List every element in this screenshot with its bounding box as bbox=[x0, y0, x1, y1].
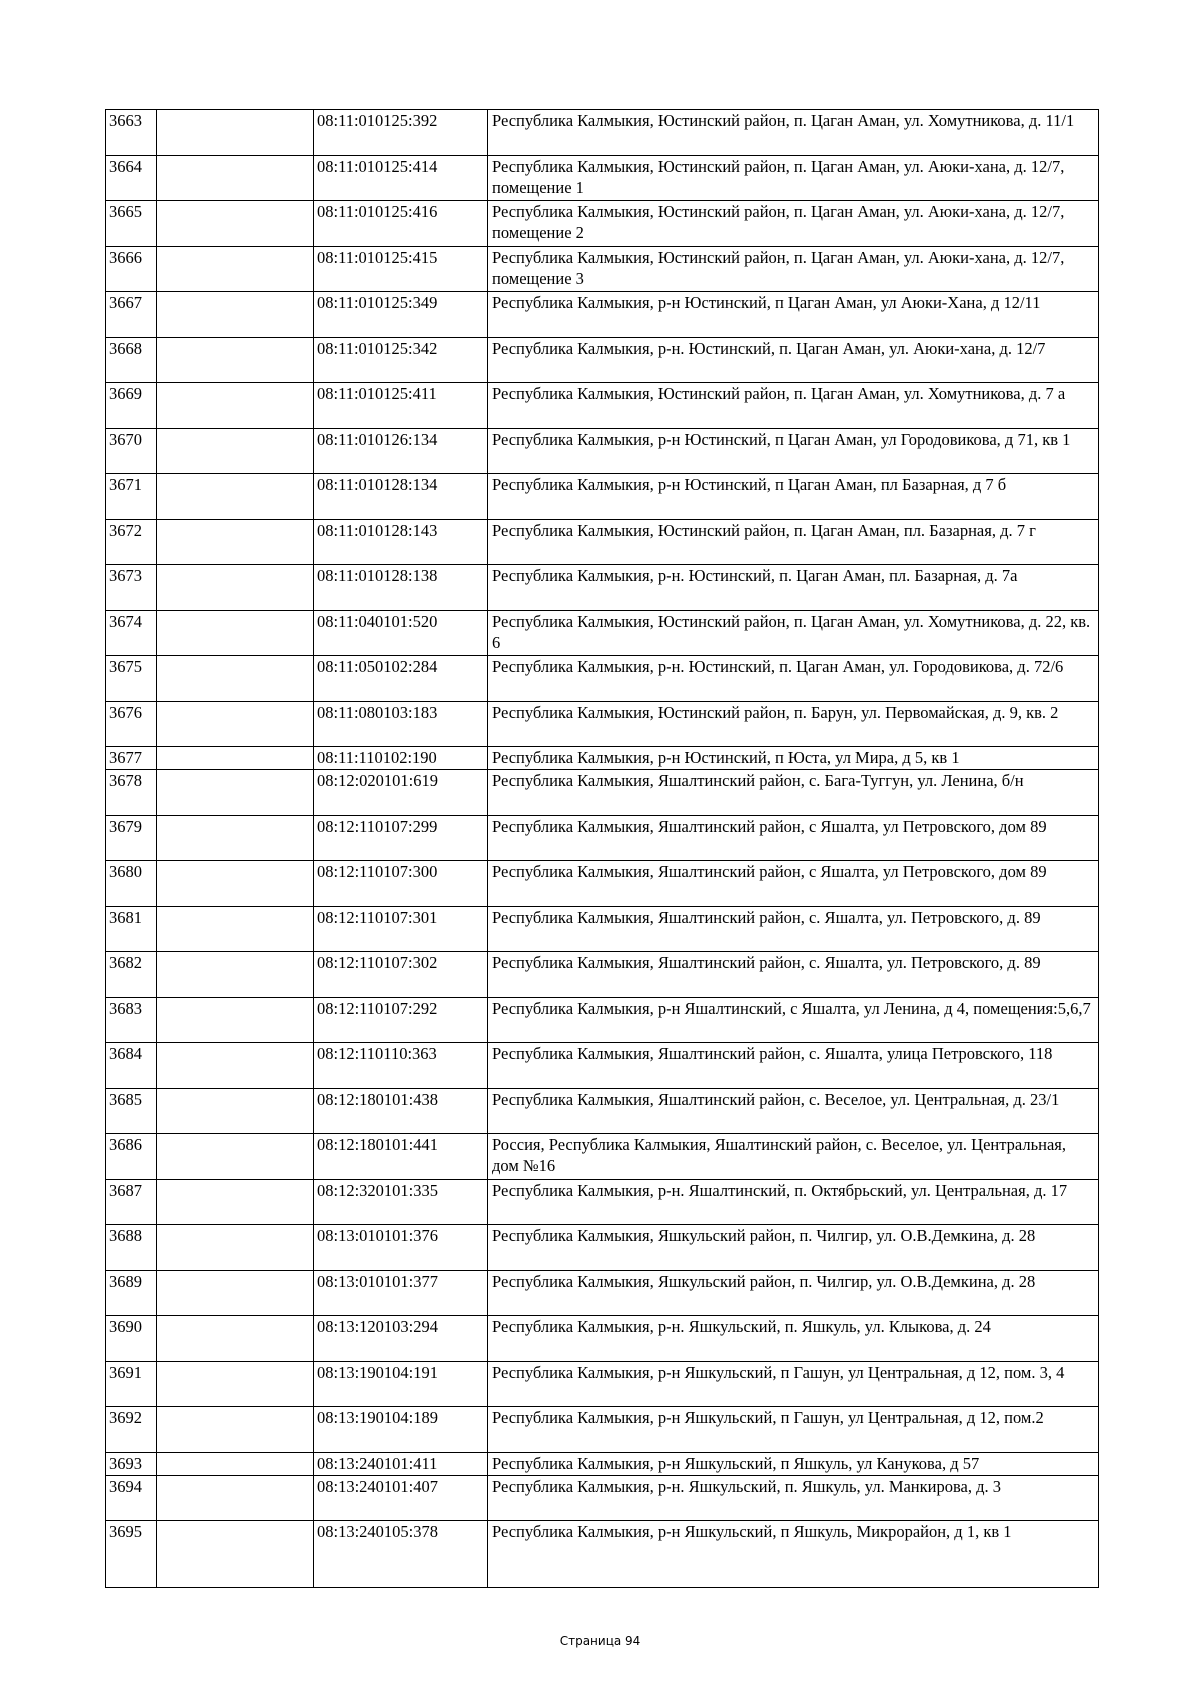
address-cell: Республика Калмыкия, Яшалтинский район, с. Яшалта, улица Петровского, 118 bbox=[488, 1043, 1099, 1089]
address-cell: Республика Калмыкия, Яшалтинский район, с. Яшалта, ул. Петровского, д. 89 bbox=[488, 906, 1099, 952]
address-cell: Республика Калмыкия, Юстинский район, п. Цаган Аман, пл. Базарная, д. 7 г bbox=[488, 519, 1099, 565]
cadastral-number-cell: 08:12:110107:302 bbox=[314, 952, 488, 998]
cadastral-number-cell: 08:11:010125:392 bbox=[314, 110, 488, 156]
row-empty-cell bbox=[157, 861, 314, 907]
row-empty-cell bbox=[157, 1134, 314, 1180]
row-number-cell: 3686 bbox=[106, 1134, 157, 1180]
table-row bbox=[106, 1475, 1099, 1521]
address-cell: Республика Калмыкия, Юстинский район, п. Цаган Аман, ул. Хомутникова, д. 7 а bbox=[488, 383, 1099, 429]
row-number-cell: 3678 bbox=[106, 770, 157, 816]
address-cell: Республика Калмыкия, Яшалтинский район, с. Яшалта, ул. Петровского, д. 89 bbox=[488, 952, 1099, 998]
address-cell: Республика Калмыкия, р-н Яшкульский, п Гашун, ул Центральная, д 12, пом.2 bbox=[488, 1407, 1099, 1453]
address-cell: Республика Калмыкия, р-н. Юстинский, п. Цаган Аман, ул. Городовикова, д. 72/6 bbox=[488, 656, 1099, 702]
cadastral-number-cell: 08:11:010125:342 bbox=[314, 337, 488, 383]
table-row bbox=[106, 1088, 1099, 1134]
address-cell: Республика Калмыкия, р-н Яшалтинский, с Яшалта, ул Ленина, д 4, помещения:5,6,7 bbox=[488, 997, 1099, 1043]
address-cell: Республика Калмыкия, Яшкульский район, п. Чилгир, ул. О.В.Демкина, д. 28 bbox=[488, 1270, 1099, 1316]
row-number-cell: 3689 bbox=[106, 1270, 157, 1316]
table-row bbox=[106, 565, 1099, 611]
row-number-cell: 3695 bbox=[106, 1521, 157, 1588]
row-empty-cell bbox=[157, 1521, 314, 1588]
table-row bbox=[106, 383, 1099, 429]
table-row bbox=[106, 1225, 1099, 1271]
table-row bbox=[106, 610, 1099, 656]
row-number-cell: 3669 bbox=[106, 383, 157, 429]
row-empty-cell bbox=[157, 997, 314, 1043]
table-row bbox=[106, 1407, 1099, 1453]
address-cell: Республика Калмыкия, р-н Юстинский, п Юста, ул Мира, д 5, кв 1 bbox=[488, 747, 1099, 770]
address-cell: Республика Калмыкия, Яшалтинский район, с Яшалта, ул Петровского, дом 89 bbox=[488, 861, 1099, 907]
cadastral-number-cell: 08:13:240101:407 bbox=[314, 1475, 488, 1521]
cadastral-number-cell: 08:12:110107:299 bbox=[314, 815, 488, 861]
table-row bbox=[106, 155, 1099, 201]
cadastral-number-cell: 08:12:180101:438 bbox=[314, 1088, 488, 1134]
row-empty-cell bbox=[157, 1088, 314, 1134]
row-number-cell: 3676 bbox=[106, 701, 157, 747]
row-empty-cell bbox=[157, 1043, 314, 1089]
table-row bbox=[106, 815, 1099, 861]
cadastral-number-cell: 08:11:010128:138 bbox=[314, 565, 488, 611]
address-cell: Республика Калмыкия, р-н Яшкульский, п Яшкуль, ул Канукова, д 57 bbox=[488, 1452, 1099, 1475]
row-empty-cell bbox=[157, 1179, 314, 1225]
address-cell: Республика Калмыкия, р-н. Яшалтинский, п. Октябрьский, ул. Центральная, д. 17 bbox=[488, 1179, 1099, 1225]
cadastral-number-cell: 08:11:010125:349 bbox=[314, 292, 488, 338]
row-empty-cell bbox=[157, 1452, 314, 1475]
address-cell: Республика Калмыкия, Юстинский район, п. Барун, ул. Первомайская, д. 9, кв. 2 bbox=[488, 701, 1099, 747]
cadastral-number-cell: 08:12:020101:619 bbox=[314, 770, 488, 816]
table-row bbox=[106, 701, 1099, 747]
address-cell: Республика Калмыкия, Яшкульский район, п. Чилгир, ул. О.В.Демкина, д. 28 bbox=[488, 1225, 1099, 1271]
table-row bbox=[106, 770, 1099, 816]
row-number-cell: 3680 bbox=[106, 861, 157, 907]
row-empty-cell bbox=[157, 474, 314, 520]
address-cell: Республика Калмыкия, р-н. Яшкульский, п. Яшкуль, ул. Клыкова, д. 24 bbox=[488, 1316, 1099, 1362]
row-number-cell: 3664 bbox=[106, 155, 157, 201]
table-row bbox=[106, 747, 1099, 770]
address-cell: Республика Калмыкия, р-н Яшкульский, п Гашун, ул Центральная, д 12, пом. 3, 4 bbox=[488, 1361, 1099, 1407]
row-empty-cell bbox=[157, 519, 314, 565]
page-number: Страница 94 bbox=[559, 1634, 641, 1648]
cadastral-number-cell: 08:13:010101:377 bbox=[314, 1270, 488, 1316]
row-empty-cell bbox=[157, 1361, 314, 1407]
address-cell: Республика Калмыкия, р-н. Юстинский, п. Цаган Аман, пл. Базарная, д. 7а bbox=[488, 565, 1099, 611]
row-number-cell: 3674 bbox=[106, 610, 157, 656]
address-cell: Республика Калмыкия, Яшалтинский район, с. Бага-Туггун, ул. Ленина, б/н bbox=[488, 770, 1099, 816]
cadastral-number-cell: 08:13:010101:376 bbox=[314, 1225, 488, 1271]
table-row bbox=[106, 110, 1099, 156]
cadastral-number-cell: 08:11:010125:411 bbox=[314, 383, 488, 429]
cadastral-number-cell: 08:11:050102:284 bbox=[314, 656, 488, 702]
row-number-cell: 3670 bbox=[106, 428, 157, 474]
cadastral-number-cell: 08:13:190104:189 bbox=[314, 1407, 488, 1453]
address-cell: Республика Калмыкия, Юстинский район, п. Цаган Аман, ул. Аюки-хана, д. 12/7, помещение 2 bbox=[488, 201, 1099, 247]
table-row bbox=[106, 1521, 1099, 1588]
row-empty-cell bbox=[157, 815, 314, 861]
row-number-cell: 3679 bbox=[106, 815, 157, 861]
row-number-cell: 3672 bbox=[106, 519, 157, 565]
address-cell: Республика Калмыкия, р-н. Яшкульский, п. Яшкуль, ул. Манкирова, д. 3 bbox=[488, 1475, 1099, 1521]
cadastral-number-cell: 08:12:320101:335 bbox=[314, 1179, 488, 1225]
table-row bbox=[106, 519, 1099, 565]
row-number-cell: 3683 bbox=[106, 997, 157, 1043]
table-row bbox=[106, 337, 1099, 383]
address-cell: Республика Калмыкия, Юстинский район, п. Цаган Аман, ул. Хомутникова, д. 22, кв. 6 bbox=[488, 610, 1099, 656]
row-empty-cell bbox=[157, 610, 314, 656]
row-number-cell: 3663 bbox=[106, 110, 157, 156]
table-row bbox=[106, 656, 1099, 702]
address-cell: Республика Калмыкия, Яшалтинский район, с. Веселое, ул. Центральная, д. 23/1 bbox=[488, 1088, 1099, 1134]
table-row bbox=[106, 1361, 1099, 1407]
cadastral-number-cell: 08:11:080103:183 bbox=[314, 701, 488, 747]
row-number-cell: 3677 bbox=[106, 747, 157, 770]
row-number-cell: 3665 bbox=[106, 201, 157, 247]
row-empty-cell bbox=[157, 701, 314, 747]
table-row bbox=[106, 1452, 1099, 1475]
address-cell: Республика Калмыкия, р-н. Юстинский, п. Цаган Аман, ул. Аюки-хана, д. 12/7 bbox=[488, 337, 1099, 383]
table-row bbox=[106, 1316, 1099, 1362]
row-number-cell: 3666 bbox=[106, 246, 157, 292]
table-row bbox=[106, 292, 1099, 338]
table-row bbox=[106, 474, 1099, 520]
row-empty-cell bbox=[157, 565, 314, 611]
cadastral-number-cell: 08:12:110110:363 bbox=[314, 1043, 488, 1089]
row-number-cell: 3675 bbox=[106, 656, 157, 702]
row-empty-cell bbox=[157, 428, 314, 474]
cadastral-number-cell: 08:11:010128:134 bbox=[314, 474, 488, 520]
row-empty-cell bbox=[157, 110, 314, 156]
row-number-cell: 3694 bbox=[106, 1475, 157, 1521]
row-empty-cell bbox=[157, 906, 314, 952]
table-row bbox=[106, 1179, 1099, 1225]
address-cell: Республика Калмыкия, Юстинский район, п. Цаган Аман, ул. Хомутникова, д. 11/1 bbox=[488, 110, 1099, 156]
cadastral-number-cell: 08:13:120103:294 bbox=[314, 1316, 488, 1362]
table-row bbox=[106, 952, 1099, 998]
address-cell: Республика Калмыкия, р-н Юстинский, п Цаган Аман, ул Городовикова, д 71, кв 1 bbox=[488, 428, 1099, 474]
cadastral-number-cell: 08:11:010125:415 bbox=[314, 246, 488, 292]
row-number-cell: 3681 bbox=[106, 906, 157, 952]
address-cell: Республика Калмыкия, р-н Юстинский, п Цаган Аман, пл Базарная, д 7 б bbox=[488, 474, 1099, 520]
row-empty-cell bbox=[157, 337, 314, 383]
table-row bbox=[106, 246, 1099, 292]
cadastral-number-cell: 08:12:110107:292 bbox=[314, 997, 488, 1043]
row-number-cell: 3682 bbox=[106, 952, 157, 998]
address-cell: Республика Калмыкия, Яшалтинский район, с Яшалта, ул Петровского, дом 89 bbox=[488, 815, 1099, 861]
row-empty-cell bbox=[157, 1225, 314, 1271]
address-cell: Республика Калмыкия, р-н Яшкульский, п Яшкуль, Микрорайон, д 1, кв 1 bbox=[488, 1521, 1099, 1588]
address-cell: Республика Калмыкия, Юстинский район, п. Цаган Аман, ул. Аюки-хана, д. 12/7, помещение 3 bbox=[488, 246, 1099, 292]
row-number-cell: 3684 bbox=[106, 1043, 157, 1089]
row-empty-cell bbox=[157, 1407, 314, 1453]
row-empty-cell bbox=[157, 747, 314, 770]
registry-table bbox=[105, 109, 1099, 1588]
row-number-cell: 3668 bbox=[106, 337, 157, 383]
row-empty-cell bbox=[157, 1270, 314, 1316]
cadastral-number-cell: 08:13:240105:378 bbox=[314, 1521, 488, 1588]
address-cell: Республика Калмыкия, р-н Юстинский, п Цаган Аман, ул Аюки-Хана, д 12/11 bbox=[488, 292, 1099, 338]
row-number-cell: 3691 bbox=[106, 1361, 157, 1407]
row-number-cell: 3690 bbox=[106, 1316, 157, 1362]
row-number-cell: 3671 bbox=[106, 474, 157, 520]
table-row bbox=[106, 861, 1099, 907]
table-row bbox=[106, 201, 1099, 247]
row-empty-cell bbox=[157, 1316, 314, 1362]
table-row bbox=[106, 428, 1099, 474]
row-empty-cell bbox=[157, 770, 314, 816]
row-number-cell: 3688 bbox=[106, 1225, 157, 1271]
address-cell: Россия, Республика Калмыкия, Яшалтинский район, с. Веселое, ул. Центральная, дом №16 bbox=[488, 1134, 1099, 1180]
cadastral-number-cell: 08:12:110107:301 bbox=[314, 906, 488, 952]
row-empty-cell bbox=[157, 952, 314, 998]
cadastral-number-cell: 08:11:040101:520 bbox=[314, 610, 488, 656]
registry-body bbox=[106, 110, 1099, 1588]
table-row bbox=[106, 997, 1099, 1043]
address-cell: Республика Калмыкия, Юстинский район, п. Цаган Аман, ул. Аюки-хана, д. 12/7, помещение 1 bbox=[488, 155, 1099, 201]
cadastral-number-cell: 08:12:180101:441 bbox=[314, 1134, 488, 1180]
cadastral-number-cell: 08:12:110107:300 bbox=[314, 861, 488, 907]
row-number-cell: 3687 bbox=[106, 1179, 157, 1225]
cadastral-number-cell: 08:11:010125:416 bbox=[314, 201, 488, 247]
table-row bbox=[106, 1134, 1099, 1180]
row-empty-cell bbox=[157, 292, 314, 338]
row-number-cell: 3692 bbox=[106, 1407, 157, 1453]
row-empty-cell bbox=[157, 1475, 314, 1521]
row-empty-cell bbox=[157, 656, 314, 702]
cadastral-number-cell: 08:11:010126:134 bbox=[314, 428, 488, 474]
row-number-cell: 3673 bbox=[106, 565, 157, 611]
row-empty-cell bbox=[157, 383, 314, 429]
cadastral-number-cell: 08:13:240101:411 bbox=[314, 1452, 488, 1475]
row-empty-cell bbox=[157, 246, 314, 292]
row-empty-cell bbox=[157, 155, 314, 201]
cadastral-number-cell: 08:11:010128:143 bbox=[314, 519, 488, 565]
cadastral-number-cell: 08:11:010125:414 bbox=[314, 155, 488, 201]
row-empty-cell bbox=[157, 201, 314, 247]
table-row bbox=[106, 1270, 1099, 1316]
row-number-cell: 3685 bbox=[106, 1088, 157, 1134]
row-number-cell: 3667 bbox=[106, 292, 157, 338]
page-footer bbox=[0, 1633, 1200, 1649]
cadastral-number-cell: 08:11:110102:190 bbox=[314, 747, 488, 770]
table-row bbox=[106, 906, 1099, 952]
cadastral-number-cell: 08:13:190104:191 bbox=[314, 1361, 488, 1407]
table-row bbox=[106, 1043, 1099, 1089]
row-number-cell: 3693 bbox=[106, 1452, 157, 1475]
